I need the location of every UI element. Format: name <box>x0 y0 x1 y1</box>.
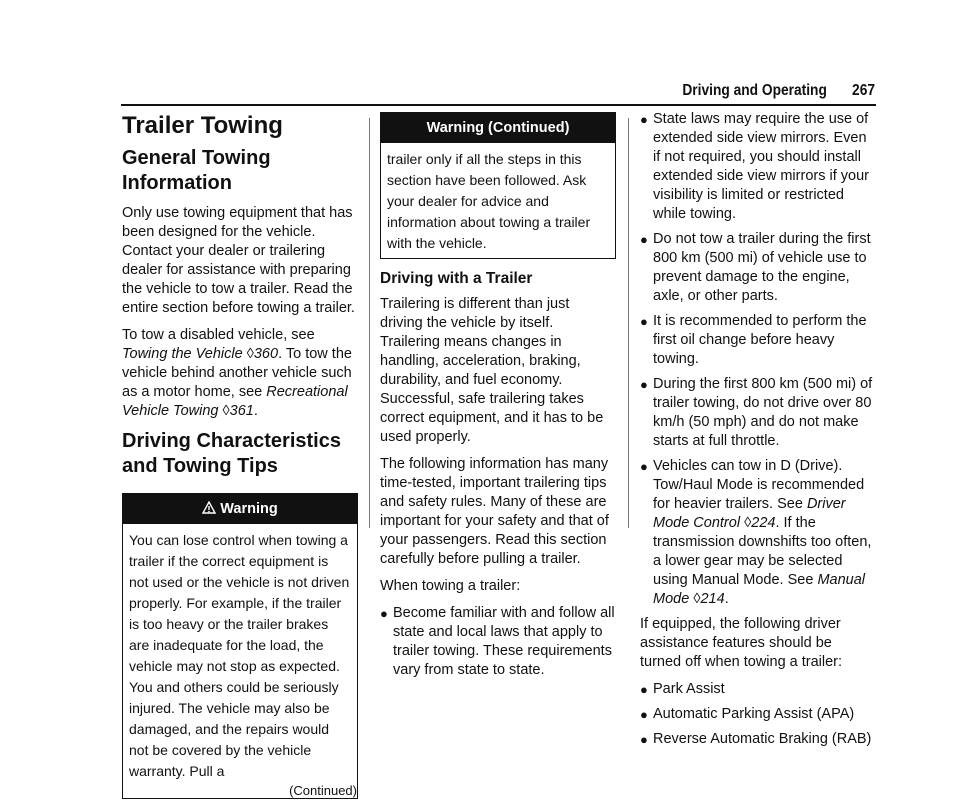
page-ref-icon: ◊ <box>693 591 701 607</box>
paragraph-disabled-vehicle: To tow a disabled vehicle, see Towing the Vehicle ◊360. To tow the vehicle behind another vehicle such as a motor home, see Recreational Vehicle Towing ◊361. <box>122 327 352 419</box>
page-number: 267 <box>852 82 875 99</box>
warning-triangle-icon <box>202 501 216 514</box>
heading-general-towing: General Towing Information <box>122 147 271 194</box>
warning-title: Warning <box>220 501 278 517</box>
column-divider-2 <box>628 118 629 528</box>
bullet-icon: ● <box>640 314 648 329</box>
list-item: ● Become familiar with and follow all state and local laws that apply to trailer towing. These requirements vary from state to state. <box>380 605 615 678</box>
list-item: ● Reverse Automatic Braking (RAB) <box>640 731 872 747</box>
bullet-icon: ● <box>640 377 648 392</box>
list-item: ● Park Assist <box>640 681 725 697</box>
page-ref-icon: ◊ <box>246 346 254 362</box>
paragraph-equipment: Only use towing equipment that has been designed for the vehicle. Contact your dealer or trailering dealer for assistance with preparing the vehicle to tow a trailer. Read the entire section before towing a trailer. <box>122 205 355 316</box>
page-header <box>682 82 875 100</box>
column-1 <box>122 112 358 809</box>
link-towing-the-vehicle[interactable]: Towing the Vehicle <box>122 346 243 362</box>
column-2 <box>380 112 616 686</box>
warning-header <box>123 494 357 524</box>
section-title: Driving and Operating <box>682 82 827 99</box>
list-item: ● Vehicles can tow in D (Drive). Tow/Haul Mode is recommended for heavier trailers. See Driver Mode Control ◊224. If the transmission downshifts too often, a lower gear may be selected using Manual Mode. See Manual Mode ◊214. <box>640 458 872 607</box>
page-title: Trailer Towing <box>122 112 283 139</box>
heading-driving-with-trailer: Driving with a Trailer <box>380 270 533 287</box>
link-recreational-vehicle-towing[interactable]: Recreational Vehicle Towing <box>122 384 348 419</box>
list-item: ● Do not tow a trailer during the first 800 km (500 mi) of vehicle use to prevent damage to the engine, axle, or other parts. <box>640 231 871 304</box>
header-rule <box>121 104 876 106</box>
paragraph-driver-assistance: If equipped, the following driver assistance features should be turned off when towing a trailer: <box>640 616 843 670</box>
column-divider-1 <box>369 118 370 528</box>
warning-continued-text: trailer only if all the steps in this section have been followed. Ask your dealer for advice and information about towing a trailer with the vehicle. <box>387 151 591 251</box>
heading-driving-characteristics: Driving Characteristics and Towing Tips <box>122 430 341 477</box>
towing-list <box>380 604 616 680</box>
warning-text: You can lose control when towing a trailer if the correct equipment is not used or the vehicle is not driven properly. For example, if the trailer is too heavy or the trailer brakes are inadequate for the load, the vehicle may not stop as expected. You and others could be seriously injured. The vehicle may also be damaged, and the repairs would not be covered by the vehicle warranty. Pull a <box>129 532 350 779</box>
bullet-icon: ● <box>640 232 648 247</box>
link-manual-mode[interactable]: Manual Mode <box>653 572 865 607</box>
bullet-icon: ● <box>640 112 648 127</box>
bullet-icon: ● <box>380 606 388 621</box>
towing-list-continued <box>640 110 876 609</box>
paragraph-tips: The following information has many time-tested, important trailering tips and safety rules. Many of these are important for your safety and that of your passengers. Read this section carefully before pulling a trailer. <box>380 456 609 567</box>
bullet-icon: ● <box>640 732 648 747</box>
link-driver-mode-control[interactable]: Driver Mode Control <box>653 496 846 531</box>
list-item: ● State laws may require the use of extended side view mirrors. Even if not required, you should install extended side view mirrors if your visibility is limited or restricted while towing. <box>640 111 869 222</box>
list-item: ● During the first 800 km (500 mi) of trailer towing, do not drive over 80 km/h (50 mph) and do not make starts at full throttle. <box>640 376 873 449</box>
features-list <box>640 680 876 749</box>
bullet-icon: ● <box>640 682 648 697</box>
list-item: ● Automatic Parking Assist (APA) <box>640 706 855 722</box>
column-3 <box>640 110 876 755</box>
warning-continued-box <box>380 112 616 259</box>
page-ref-icon: ◊ <box>222 403 230 419</box>
paragraph-trailering-different: Trailering is different than just driving the vehicle by itself. Trailering means changes in handling, acceleration, braking, durability, and fuel economy. Successful, safe trailering takes correct equipment, and it has to be used properly. <box>380 296 604 445</box>
warning-box <box>122 493 358 799</box>
paragraph-when-towing: When towing a trailer: <box>380 578 521 594</box>
page-ref-icon: ◊ <box>744 515 752 531</box>
continued-label: (Continued) <box>289 783 357 798</box>
warning-continued-header: Warning (Continued) <box>381 113 615 143</box>
list-item: ● It is recommended to perform the first oil change before heavy towing. <box>640 313 867 367</box>
bullet-icon: ● <box>640 707 648 722</box>
bullet-icon: ● <box>640 459 648 474</box>
